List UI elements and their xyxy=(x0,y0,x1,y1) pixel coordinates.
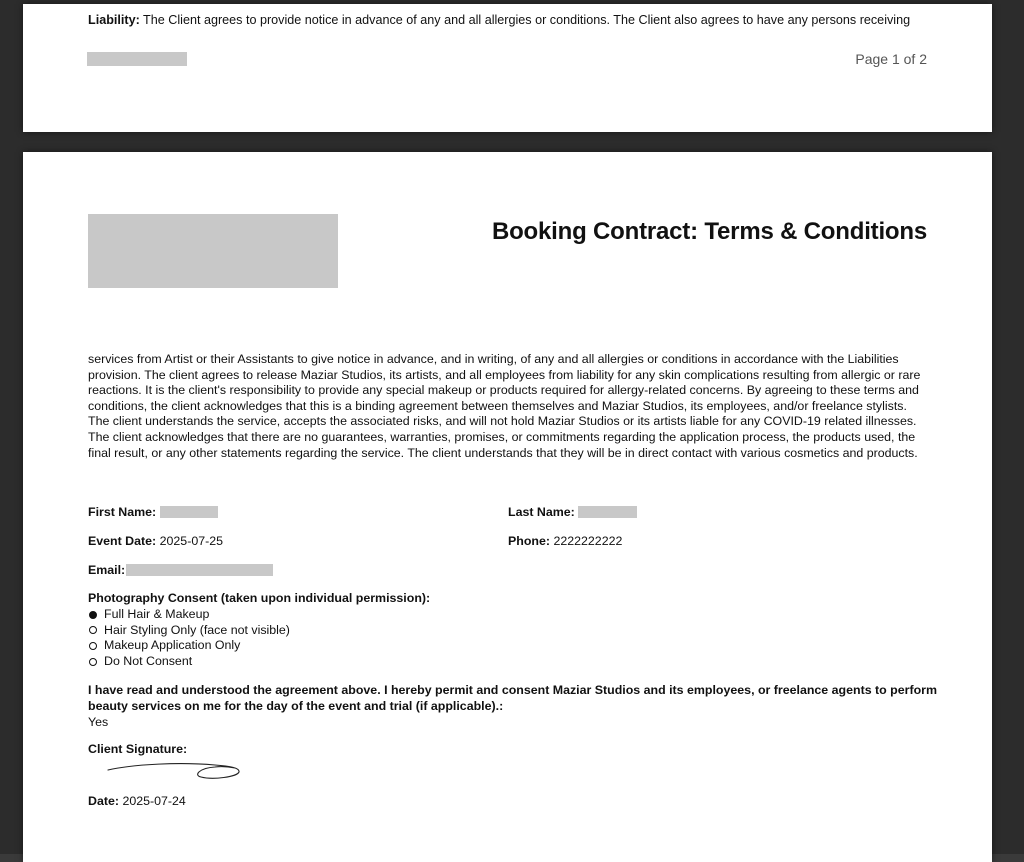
radio-empty-icon xyxy=(89,642,97,650)
consent-option-label: Hair Styling Only (face not visible) xyxy=(104,622,290,637)
radio-empty-icon xyxy=(89,658,97,666)
radio-selected-icon xyxy=(89,611,97,619)
email-field xyxy=(88,562,273,578)
redacted-email xyxy=(126,564,273,576)
phone-field xyxy=(508,533,622,549)
liability-paragraph xyxy=(88,12,948,28)
last-name-field xyxy=(508,504,637,520)
consent-option xyxy=(88,623,430,639)
date-value: 2025-07-24 xyxy=(122,794,186,808)
event-date-value: 2025-07-25 xyxy=(159,534,224,548)
page-title: Booking Contract: Terms & Conditions xyxy=(491,218,927,245)
document-page-2 xyxy=(23,152,992,862)
page-number: Page 1 of 2 xyxy=(855,51,927,67)
photography-consent xyxy=(88,591,430,670)
phone-label: Phone: xyxy=(508,534,550,548)
liability-label: Liability: xyxy=(88,13,140,27)
redacted-logo xyxy=(88,214,338,288)
first-name-label: First Name: xyxy=(88,505,157,519)
photography-consent-heading: Photography Consent (taken upon individual permission): xyxy=(88,591,431,605)
email-label: Email: xyxy=(88,563,126,577)
signature-image xyxy=(105,756,245,784)
agreement-block xyxy=(88,682,938,730)
redacted-footer xyxy=(87,52,187,66)
consent-option xyxy=(88,654,430,670)
terms-paragraph: services from Artist or their Assistants to give notice in advance, and in writing, of any and all allergies or conditions in accordance with the Liabilities provision. The client agrees to release Maziar Studios, its artists, and all employees from liability for any skin complications resulting from allergic or rare reactions. It is the client's responsibility to provide any special makeup or products required for allergy-related concerns. By agreeing to these terms and conditions, the client acknowledges that this is a binding agreement between themselves and Maziar Studios, its employees, and/or freelance stylists. The client understands the service, accepts the associated risks, and will not hold Maziar Studios or its artists liable for any COVID-19 related illnesses. The client acknowledges that there are no guarantees, warranties, promises, or commitments regarding the application process, the products used, the final result, or any other statements regarding the service. The client understands that they will be in direct contact with various cosmetics and products. xyxy=(88,352,921,460)
radio-empty-icon xyxy=(89,626,97,634)
date-field xyxy=(88,794,186,808)
consent-option-label: Do Not Consent xyxy=(104,654,193,669)
document-page-1 xyxy=(23,4,992,132)
first-name-field xyxy=(88,504,218,520)
event-date-field xyxy=(88,533,223,549)
consent-option-label: Makeup Application Only xyxy=(104,638,241,653)
liability-text: The Client agrees to provide notice in advance of any and all allergies or conditions. The Client also agrees to have any persons receiving xyxy=(139,13,911,27)
agreement-answer: Yes xyxy=(88,715,109,729)
date-label: Date: xyxy=(88,794,119,808)
redacted-last-name xyxy=(578,506,637,518)
redacted-first-name xyxy=(160,506,218,518)
phone-value: 2222222222 xyxy=(553,534,623,548)
signature-label: Client Signature: xyxy=(88,742,188,756)
last-name-label: Last Name: xyxy=(508,505,575,519)
consent-option xyxy=(88,607,430,623)
consent-option-label: Full Hair & Makeup xyxy=(104,606,210,621)
agreement-heading: I have read and understood the agreement above. I hereby permit and consent Maziar Studios and its employees, or freelance agents to perform beauty services on me for the day of the event and trial (if applicable).: xyxy=(88,683,937,713)
consent-option xyxy=(88,638,430,654)
event-date-label: Event Date: xyxy=(88,534,157,548)
